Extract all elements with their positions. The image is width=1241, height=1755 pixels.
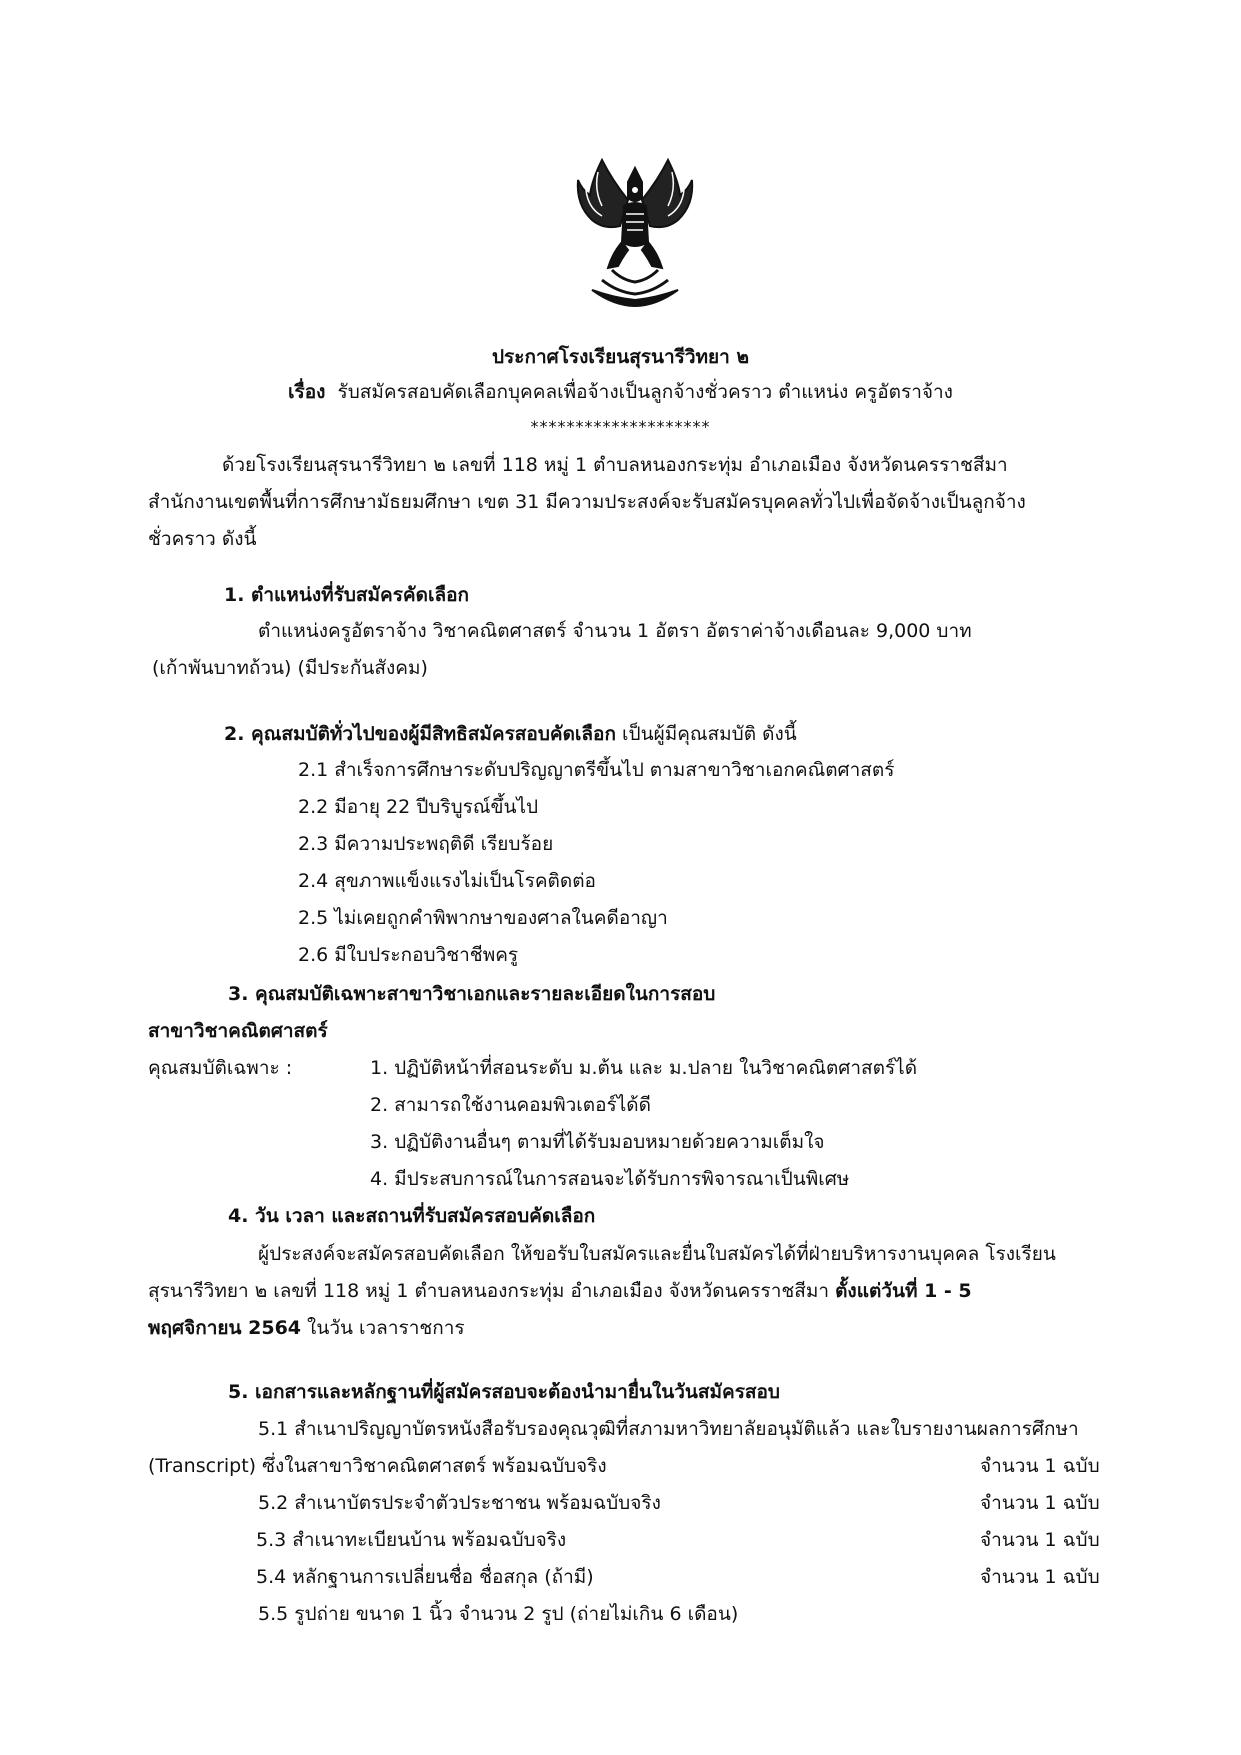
- announcement-subject: [0, 378, 1241, 406]
- section3-label: คุณสมบัติเฉพาะ :: [148, 1057, 293, 1079]
- announcement-title: ประกาศโรงเรียนสุรนารีวิทยา ๒: [491, 346, 749, 368]
- section3-item: 2. สามารถใช้งานคอมพิวเตอร์ได้ดี: [370, 1094, 651, 1116]
- subject-text: รับสมัครสอบคัดเลือกบุคคลเพื่อจ้างเป็นลูกจ้างชั่วคราว ตำแหน่ง ครูอัตราจ้าง: [337, 381, 953, 403]
- intro-line-2: สำนักงานเขตพื้นที่การศึกษามัธยมศึกษา เขต 31 มีความประสงค์จะรับสมัครบุคคลทั่วไปเพื่อจัดจ้างเป็นลูกจ้าง: [148, 491, 1026, 513]
- section4-line-1: ผู้ประสงค์จะสมัครสอบคัดเลือก ให้ขอรับใบสมัครและยื่นใบสมัครได้ที่ฝ่ายบริหารงานบุคคล โรงเรียน: [258, 1243, 1056, 1265]
- section4-date-month: พฤศจิกายน 2564: [148, 1317, 302, 1339]
- section4-line-2-text: สุรนารีวิทยา ๒ เลขที่ 118 หมู่ 1 ตำบลหนองกระทุ่ม อำเภอเมือง จังหวัดนครราชสีมา: [148, 1280, 836, 1302]
- section2-item: 2.4 สุขภาพแข็งแรงไม่เป็นโรคติดต่อ: [298, 870, 596, 892]
- section5-item1-quantity: จำนวน 1 ฉบับ: [980, 1455, 1100, 1477]
- intro-line-3: ชั่วคราว ดังนี้: [148, 528, 257, 550]
- subject-label: เรื่อง: [288, 381, 326, 403]
- section5-item2-quantity: จำนวน 1 ฉบับ: [980, 1492, 1100, 1514]
- section1-line-2: (เก้าพันบาทถ้วน) (มีประกันสังคม): [152, 657, 428, 679]
- section4-line-3-text: ในวัน เวลาราชการ: [301, 1317, 465, 1339]
- section5-item1-line-2: (Transcript) ซึ่งในสาขาวิชาคณิตศาสตร์ พร้อมฉบับจริง: [148, 1455, 607, 1477]
- section5-item4: 5.4 หลักฐานการเปลี่ยนชื่อ ชื่อสกุล (ถ้ามี): [256, 1566, 594, 1588]
- intro-line-1: ด้วยโรงเรียนสุรนารีวิทยา ๒ เลขที่ 118 หมู่ 1 ตำบลหนองกระทุ่ม อำเภอเมือง จังหวัดนครราชสีมา: [222, 454, 1008, 476]
- section4-line-3: [148, 1314, 465, 1342]
- section3-item: 4. มีประสบการณ์ในการสอนจะได้รับการพิจารณาเป็นพิเศษ: [370, 1168, 850, 1190]
- section2-item: 2.3 มีความประพฤติดี เรียบร้อย: [298, 833, 554, 855]
- section4-date-start: ตั้งแต่วันที่ 1 - 5: [835, 1280, 972, 1302]
- section5-item5: 5.5 รูปถ่าย ขนาด 1 นิ้ว จำนวน 2 รูป (ถ่ายไม่เกิน 6 เดือน): [258, 1603, 739, 1625]
- section3-subject: สาขาวิชาคณิตศาสตร์: [148, 1020, 328, 1042]
- section3-item: 1. ปฏิบัติหน้าที่สอนระดับ ม.ต้น และ ม.ปลาย ในวิชาคณิตศาสตร์ได้: [370, 1057, 918, 1079]
- section4-heading: 4. วัน เวลา และสถานที่รับสมัครสอบคัดเลือก: [228, 1205, 596, 1227]
- section5-item1-line-1: 5.1 สำเนาปริญญาบัตรหนังสือรับรองคุณวุฒิที่สภามหาวิทยาลัยอนุมัติแล้ว และใบรายงานผลการศึกษา: [258, 1418, 1079, 1440]
- section3-heading: 3. คุณสมบัติเฉพาะสาขาวิชาเอกและรายละเอียดในการสอบ: [228, 983, 716, 1005]
- section5-item3-quantity: จำนวน 1 ฉบับ: [980, 1529, 1100, 1551]
- section3-item: 3. ปฏิบัติงานอื่นๆ ตามที่ได้รับมอบหมายด้วยความเต็มใจ: [370, 1131, 825, 1153]
- section2-heading-rest: เป็นผู้มีคุณสมบัติ ดังนี้: [615, 723, 797, 745]
- section4-line-2: [148, 1277, 972, 1305]
- section2-heading: [224, 720, 797, 748]
- section5-item2: 5.2 สำเนาบัตรประจำตัวประชาชน พร้อมฉบับจริง: [258, 1492, 661, 1514]
- section5-heading: 5. เอกสารและหลักฐานที่ผู้สมัครสอบจะต้องนำมายื่นในวันสมัครสอบ: [228, 1381, 780, 1403]
- section2-item: 2.2 มีอายุ 22 ปีบริบูรณ์ขึ้นไป: [298, 796, 539, 818]
- section5-item3: 5.3 สำเนาทะเบียนบ้าน พร้อมฉบับจริง: [256, 1529, 567, 1551]
- section1-heading: 1. ตำแหน่งที่รับสมัครคัดเลือก: [224, 584, 470, 606]
- section2-item: 2.6 มีใบประกอบวิชาชีพครู: [298, 944, 519, 966]
- section2-item: 2.5 ไม่เคยถูกคำพิพากษาของศาลในคดีอาญา: [298, 907, 668, 929]
- section2-item: 2.1 สำเร็จการศึกษาระดับปริญญาตรีขึ้นไป ตามสาขาวิชาเอกคณิตศาสตร์: [298, 759, 895, 781]
- section2-heading-bold: 2. คุณสมบัติทั่วไปของผู้มีสิทธิสมัครสอบคัดเลือก: [224, 723, 616, 745]
- section1-line-1: ตำแหน่งครูอัตราจ้าง วิชาคณิตศาสตร์ จำนวน 1 อัตรา อัตราค่าจ้างเดือนละ 9,000 บาท: [258, 620, 972, 642]
- garuda-emblem-icon: [572, 150, 698, 310]
- separator-stars: ********************: [530, 417, 711, 436]
- section5-item4-quantity: จำนวน 1 ฉบับ: [980, 1566, 1100, 1588]
